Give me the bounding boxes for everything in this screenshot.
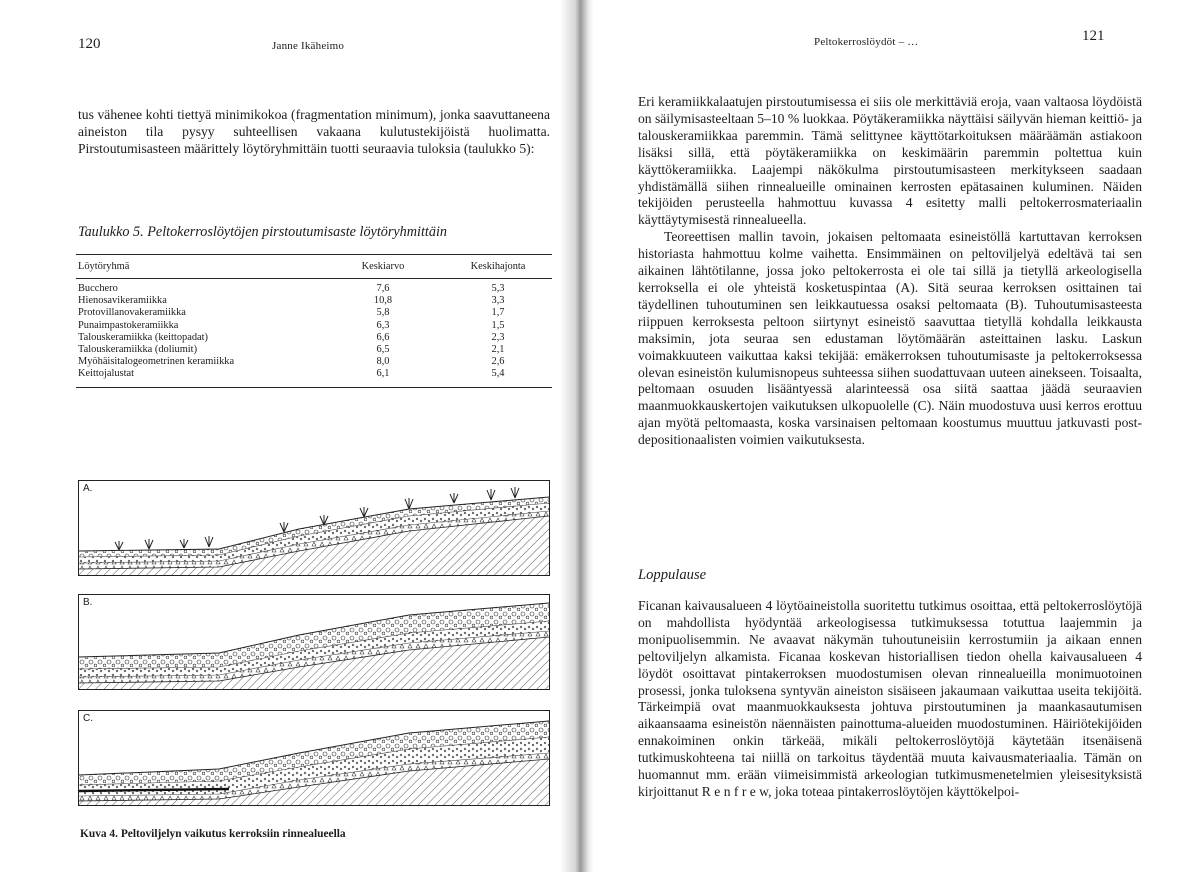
left-running-head: Janne Ikäheimo bbox=[272, 40, 345, 52]
table-header-mean: Keskiarvo bbox=[322, 255, 442, 279]
left-intro-paragraph: tus vähenee kohti tiettyä minimikokoa (fragmentation minimum), jonka saavuttaneena aineiston tila pysyy suhteellisen vakaana kulutustekijöistä huolimatta. Pirstoutumisasteen määrittely löytöryhmittäin tuotti seuraavia tuloksia (taulukko 5): bbox=[78, 107, 550, 156]
table-cell-mean: 7,6 bbox=[376, 283, 390, 294]
table-header-row bbox=[76, 255, 552, 279]
table-row bbox=[76, 279, 552, 296]
table-cell-group: Bucchero bbox=[78, 283, 118, 294]
table-caption: Taulukko 5. Peltokerroslöytöjen pirstoutumisaste löytöryhmittäin bbox=[78, 224, 447, 240]
table-cell-group: Keittojalustat bbox=[78, 368, 134, 380]
table-cell-mean: 5,8 bbox=[376, 307, 390, 319]
table-row bbox=[76, 332, 552, 344]
left-page-number: 120 bbox=[78, 36, 101, 52]
panel-b-label: B. bbox=[83, 597, 93, 608]
right-paragraph-3: Ficanan kaivausalueen 4 löytöaineistolla suoritettu tutkimus osoittaa, että peltokerroslöytöjä on mahdollista hyödyntää arkeologisessa tutkimuksessa totuttua laajemmin ja monipuolisemmin. Ne avaavat näkymän tuhoutuneisiin kerrostumiin ja aikaan ennen peltoviljelyn alkamista. Ficanaa koskevan historiallisen tiedon ohella kaivausalueen 4 löydöt osoittavat pintakerroksen muodostumisen olevan rinnealueilla monimuotoinen prosessi, jonka tuloksena syntyvän aineiston sisäiseen jakaumaan vaikuttaa useita tekijöitä. Tärkeimpiä ovat maanmuokkauksesta johtuva pirstoutuminen ja maankasautumisen aikaansaama esineistön näennäisten painottuma-alueiden muodostuminen. Häiriötekijöiden ennakoiminen onkin tärkeää, mikäli peltokerroslöytöjä käytetään itsenäisenä tutkimuskohteena tai niillä on tarkoitus täydentää muuta kaivausmateriaalia. Tämän on huomannut mm. erään viimeisimmistä arkeologian tutkimusmenetelmien yleisesityksistä kirjoittanut R e n f r e w, joka toteaa pintakerroslöytöjen käyttökelpoi- bbox=[638, 598, 1142, 799]
table-cell-group: Myöhäisitalogeometrinen keramiikka bbox=[78, 356, 235, 368]
right-page-number: 121 bbox=[1082, 28, 1105, 44]
figure-panel-a bbox=[78, 480, 550, 576]
panel-a-label: A. bbox=[83, 483, 93, 494]
table-cell-mean: 6,3 bbox=[376, 319, 390, 331]
table-cell-mean: 6,1 bbox=[376, 368, 390, 380]
table-row bbox=[76, 320, 552, 332]
panel-c-label: C. bbox=[83, 713, 93, 724]
table-row bbox=[76, 307, 552, 319]
left-page bbox=[0, 0, 560, 872]
table-cell-group: Talouskeramiikka (keittopadat) bbox=[78, 331, 208, 343]
figure-panel-b bbox=[78, 594, 550, 690]
table-cell-mean: 6,5 bbox=[376, 344, 390, 356]
table-header-stdev: Keskihajonta bbox=[442, 255, 552, 279]
table-row bbox=[76, 356, 552, 368]
table-cell-stdev: 2,6 bbox=[491, 356, 505, 368]
fragmentation-table bbox=[76, 254, 552, 388]
figure-caption: Kuva 4. Peltoviljelyn vaikutus kerroksiin rinnealueella bbox=[80, 828, 346, 840]
right-body-bottom bbox=[638, 598, 1142, 801]
table-row bbox=[76, 344, 552, 356]
table-row bbox=[76, 368, 552, 386]
table-row bbox=[76, 295, 552, 307]
book-gutter bbox=[560, 0, 594, 872]
table-cell-stdev: 1,5 bbox=[491, 319, 505, 331]
figure-panel-c bbox=[78, 710, 550, 806]
panel-b-section-drawing bbox=[79, 595, 549, 689]
table-cell-stdev: 5,3 bbox=[491, 283, 505, 294]
table-cell-stdev: 3,3 bbox=[491, 295, 505, 307]
table-cell-group: Protovillanovakeramiikka bbox=[78, 307, 186, 319]
table-header-group: Löytöryhmä bbox=[76, 255, 322, 279]
right-paragraph-2: Teoreettisen mallin tavoin, jokaisen peltomaata esineistöllä kartuttavan kerroksen historiasta hahmottuu kolme vaihetta. Ensimmäinen on peltoviljelyä edeltävä tai sen aikainen lähtötilanne, jossa joko peltokerrosta ei ole tai sillä ja tietyllä arkeologisella kerroksella ei ole yhteistä kosketuspintaa (A). Sitä seuraa kerroksen osittainen tai täydellinen tuhoutuminen sen leikkautuessa osaksi peltomaata (B). Tuhoutumisasteesta riippuen kerroksesta peltoon siirtynyt esineistö saavuttaa tietyllä kohdalla leikkausta maksimin, jota seuraa sen edustaman löytömäärän asteittainen lasku. Laskun voimakkuuteen vaikuttaa kaksi tekijää: emäkerroksen tuhoutumisaste ja peltokerroksessa olevan esineistön kulumisnopeus suhteessa siihen suodattuvaan uuteen ainekseen. Toisaalta, peltomaan osuuden lisääntyessä alarinteessä osa siitä saattaa jäädä seuraavien maanmuokkauskertojen vaikutuksen ulkopuolelle (C). Näin muodostuva uusi kerros erottuu ajan myötä peltomaasta, koska varsinaisen peltomaan koostumus muuttuu jatkuvasti post-depositionaalisten voimien vaikutuksesta. bbox=[638, 229, 1142, 448]
right-paragraph-1: Eri keramiikkalaatujen pirstoutumisessa ei siis ole merkittäviä eroja, vaan valtaosa löydöistä on säilymisasteeltaan 5–10 % luokkaa. Pöytäkeramiikka näyttäisi säilyvän hieman keittiö- ja talouskeramiikkaa paremmin. Tämä selittynee käyttötarkoituksen määräämän astiakoon lisäksi sillä, että pöytäkeramiikka on keskimäärin paremmin poltettua kuin käyttökeramiikka. Laajempi näkökulma pirstoutumisasteen merkitykseen saadaan yhdistämällä siihen rinnealueille ominainen kerrosten epätasainen kuluminen. Näiden tekijöiden perusteella hahmottuu kuvassa 4 esitetty malli peltokerrosmateriaalin käyttäytymisestä rinnealueella. bbox=[638, 94, 1142, 228]
table-cell-mean: 6,6 bbox=[376, 331, 390, 343]
table-cell-stdev: 1,7 bbox=[491, 307, 505, 319]
panel-c-section-drawing bbox=[79, 711, 549, 805]
table-cell-mean: 8,0 bbox=[376, 356, 390, 368]
table-cell-stdev: 2,3 bbox=[491, 331, 505, 343]
panel-a-section-drawing bbox=[79, 481, 549, 575]
table-cell-mean: 10,8 bbox=[373, 295, 393, 307]
table-cell-group: Hienosavikeramiikka bbox=[78, 295, 167, 307]
right-page bbox=[594, 0, 1200, 872]
table-cell-group: Talouskeramiikka (doliumit) bbox=[78, 344, 198, 356]
table-cell-group: Punaimpastokeramiikka bbox=[78, 319, 179, 331]
table-cell-stdev: 2,1 bbox=[491, 344, 505, 356]
right-running-head: Peltokerroslöydöt – … bbox=[814, 36, 919, 48]
section-title: Loppulause bbox=[638, 567, 707, 583]
table-cell-stdev: 5,4 bbox=[491, 368, 505, 380]
right-body-top bbox=[638, 94, 1142, 449]
left-intro-text bbox=[78, 107, 550, 158]
